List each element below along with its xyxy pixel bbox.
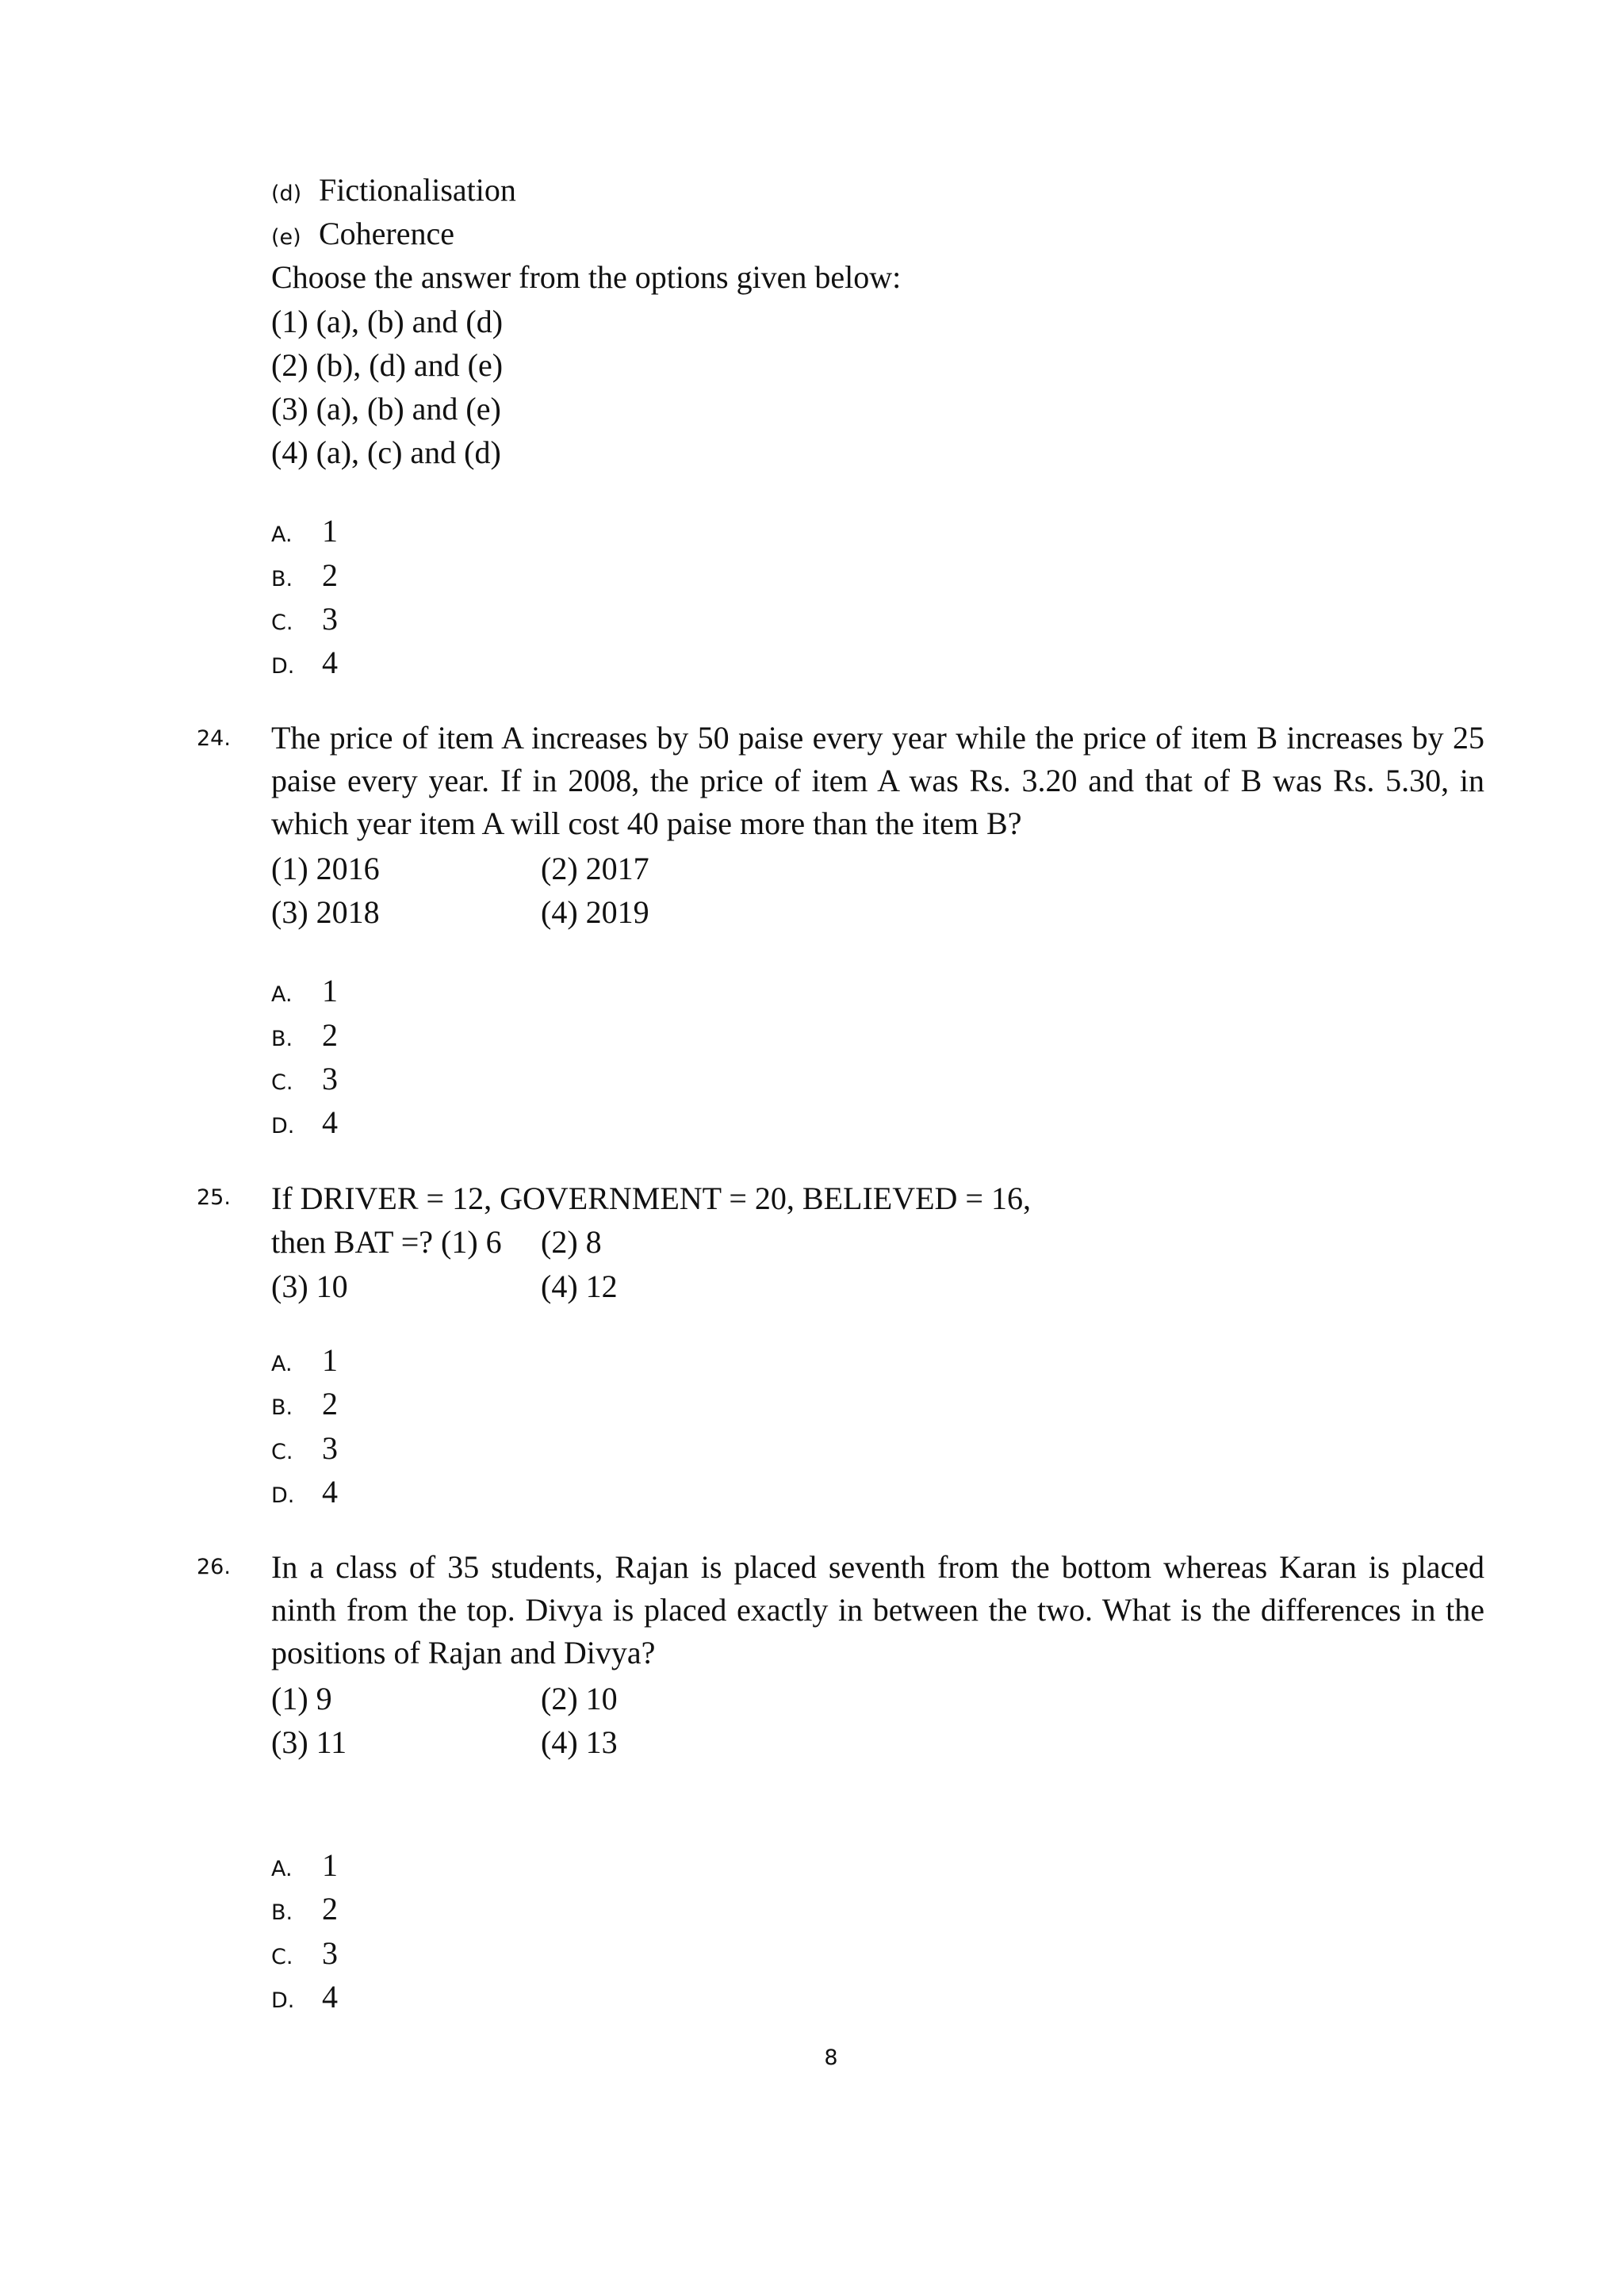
answer-value: 2	[322, 1017, 338, 1053]
answer-value: 2	[322, 1386, 338, 1422]
option-d-label: (d)	[271, 182, 302, 206]
answer-option[interactable]	[271, 1847, 338, 1883]
answer-option[interactable]	[271, 1476, 338, 1508]
option-3: (3) 11	[271, 1724, 347, 1760]
choice-3: (3) (a), (b) and (e)	[271, 391, 501, 427]
option-4: (4) 13	[541, 1724, 618, 1760]
option-4: (4) 12	[541, 1269, 618, 1304]
option-1: (1) 2016	[271, 851, 380, 886]
question-text-continued: then BAT =? (1) 6	[271, 1224, 502, 1260]
option-d-text: Fictionalisation	[319, 172, 516, 208]
option-3: (3) 2018	[271, 894, 380, 930]
question-text: The price of item A increases by 50 paise every year while the price of item B increases by 25 paise every year. If in 2008, the price of item A was Rs. 3.20 and that of B was Rs. 5.30, in which year item A will cost 40 paise more than the item B?	[271, 720, 1484, 841]
answer-marker: A.	[271, 1857, 293, 1881]
answer-option[interactable]	[271, 557, 338, 593]
answer-option[interactable]	[271, 1063, 338, 1095]
answer-option[interactable]	[271, 1017, 338, 1053]
answer-marker: A.	[271, 982, 293, 1007]
option-e-text: Coherence	[319, 216, 455, 251]
option-d	[271, 174, 516, 206]
answer-value: 4	[322, 1104, 338, 1140]
answer-marker: D.	[271, 654, 295, 679]
option-4: (4) 2019	[541, 894, 649, 930]
answer-marker: D.	[271, 1114, 295, 1138]
answer-value: 1	[322, 973, 338, 1008]
answer-value: 3	[322, 1061, 338, 1096]
answer-option[interactable]	[271, 603, 338, 635]
answer-value: 1	[322, 1847, 338, 1883]
answer-value: 4	[322, 1474, 338, 1510]
answer-value: 3	[322, 601, 338, 637]
answer-option[interactable]	[271, 515, 338, 547]
answer-marker: B.	[271, 1027, 293, 1051]
answer-marker: D.	[271, 1988, 295, 2013]
choice-2: (2) (b), (d) and (e)	[271, 347, 504, 383]
option-2: (2) 2017	[541, 851, 649, 886]
option-e-label: (e)	[271, 225, 301, 250]
answer-marker: A.	[271, 522, 293, 547]
answer-option[interactable]	[271, 975, 338, 1007]
answer-option[interactable]	[271, 1430, 338, 1466]
choice-1: (1) (a), (b) and (d)	[271, 304, 504, 339]
option-3: (3) 10	[271, 1269, 348, 1304]
page-number: 8	[824, 2045, 838, 2070]
answer-marker: B.	[271, 567, 293, 591]
option-1: (1) 9	[271, 1681, 332, 1716]
answer-option[interactable]	[271, 1388, 338, 1420]
answer-marker: B.	[271, 1395, 293, 1420]
answer-value: 1	[322, 1342, 338, 1378]
answer-value: 3	[322, 1935, 338, 1971]
choice-4: (4) (a), (c) and (d)	[271, 434, 501, 470]
option-2: (2) 10	[541, 1681, 618, 1716]
question-text: In a class of 35 students, Rajan is placed seventh from the bottom whereas Karan is placed ninth from the top. Divya is placed exactly in between the two. What is the differences in the positions of Rajan and Divya?	[271, 1549, 1484, 1670]
answer-marker: D.	[271, 1483, 295, 1508]
option-2: (2) 8	[541, 1224, 602, 1260]
option-e	[271, 218, 454, 250]
question-number: 25.	[197, 1185, 231, 1210]
answer-value: 1	[322, 513, 338, 549]
answer-value: 4	[322, 645, 338, 680]
answer-value: 2	[322, 1891, 338, 1927]
answer-option[interactable]	[271, 1935, 338, 1971]
question-text: If DRIVER = 12, GOVERNMENT = 20, BELIEVED = 16,	[271, 1181, 1031, 1216]
answer-option[interactable]	[271, 1981, 338, 2013]
question-number: 26.	[197, 1555, 231, 1579]
answer-marker: C.	[271, 610, 293, 635]
answer-option[interactable]	[271, 647, 338, 679]
answer-option[interactable]	[271, 1104, 338, 1140]
answer-marker: A.	[271, 1352, 293, 1376]
instruction-text: Choose the answer from the options given below:	[271, 259, 902, 295]
answer-option[interactable]	[271, 1893, 338, 1925]
answer-value: 3	[322, 1430, 338, 1466]
answer-value: 4	[322, 1979, 338, 2015]
answer-marker: C.	[271, 1440, 293, 1464]
answer-marker: B.	[271, 1900, 293, 1925]
answer-marker: C.	[271, 1070, 293, 1095]
answer-option[interactable]	[271, 1342, 338, 1378]
question-number: 24.	[197, 726, 231, 751]
answer-marker: C.	[271, 1945, 293, 1969]
answer-value: 2	[322, 557, 338, 593]
